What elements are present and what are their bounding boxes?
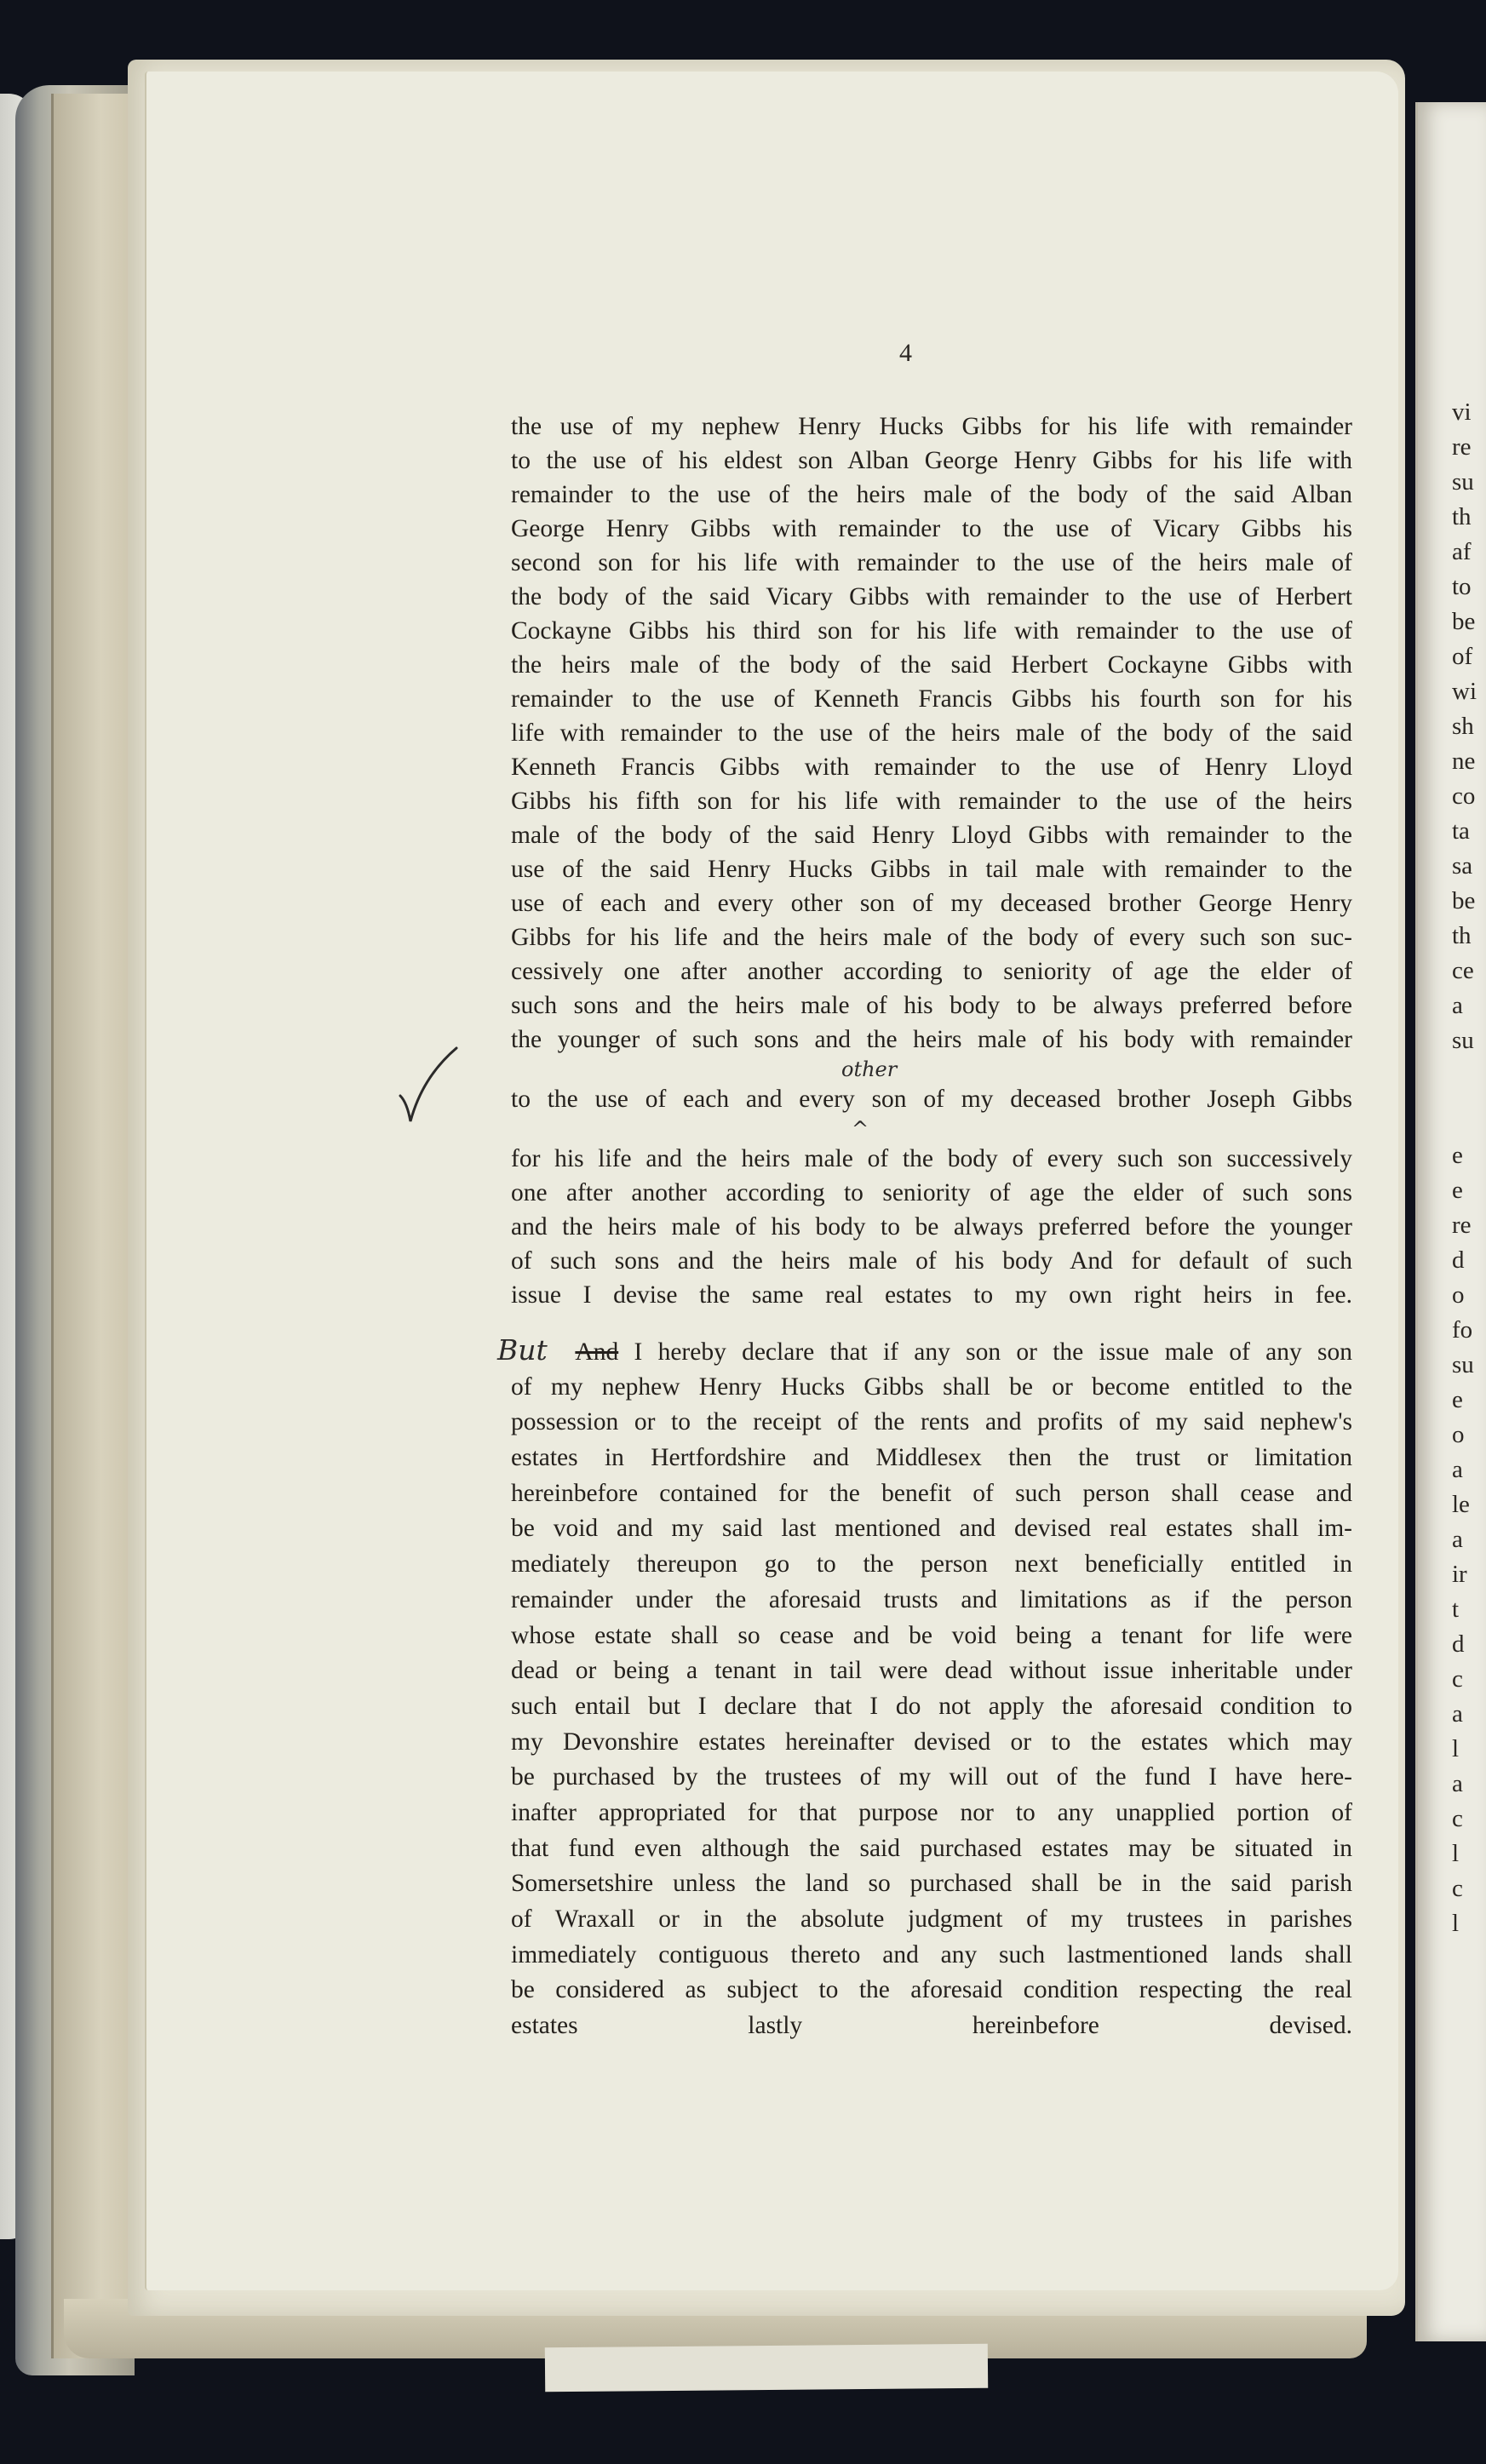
text-line: l [1452,1840,1460,1867]
text-line: possession or to the receipt of the rents and profits of my said nephew's [511,1408,1352,1436]
text-line: fo [1452,1316,1473,1344]
text-line: remainder under the aforesaid trusts and limitations as if the person [511,1585,1352,1613]
next-page-text-bottom [1452,1138,1474,1941]
text-line: o [1452,1281,1465,1309]
text-line: the younger of such sons and the heirs male of his body with remainder [511,1026,1352,1053]
text-line: the use of my nephew Henry Hucks Gibbs for his life with remainder [511,413,1352,440]
text-line: estates in Hertfordshire and Middlesex then the trust or limitation [511,1444,1352,1472]
text-line [497,1333,1353,1370]
text-line: be [1452,887,1476,914]
text-line: use of the said Henry Hucks Gibbs in tail male with remainder to the [511,856,1352,883]
text-line: Kenneth Francis Gibbs with remainder to the use of Henry Lloyd [511,754,1352,781]
text-line: co [1452,782,1476,810]
text-line: sa [1452,852,1473,880]
insertion-caret: ^ [852,1117,869,1141]
text-line: one after another according to seniority of age the elder of such sons [511,1179,1352,1206]
paragraph-2 [497,1333,1353,2044]
text-line: t [1452,1596,1460,1623]
text-line: be considered as subject to the aforesaid condition respecting the real [511,1976,1352,2004]
text-line: the heirs male of the body of the said Herbert Cockayne Gibbs with [511,651,1352,679]
text-line: c [1452,1805,1463,1832]
text-line: c [1452,1875,1463,1902]
text-line: a [1452,992,1463,1019]
text-line: re [1452,433,1472,461]
text-line: th [1452,922,1472,949]
text-line: male of the body of the said Henry Lloyd Gibbs with remainder to the [511,822,1352,849]
text-line: e [1452,1142,1463,1169]
text-line: life with remainder to the use of the heirs male of the body of the said [511,719,1352,747]
text-line: wi [1452,678,1477,705]
text-line: ta [1452,817,1470,845]
text-line: l [1452,1735,1460,1762]
text-line: immediately contiguous thereto and any such lastmentioned lands shall [511,1940,1352,1968]
text-line: re [1452,1212,1472,1239]
text-line: use of each and every other son of my deceased brother George Henry [511,890,1352,917]
text-line: to [1452,573,1472,600]
text-line: whose estate shall so cease and be void being a tenant for life were [511,1621,1352,1649]
text-line: mediately thereupon go to the person next beneficially entitled in [511,1550,1352,1579]
text-line: my Devonshire estates hereinafter devised or to the estates which may [511,1728,1352,1756]
text-line: l [1452,1910,1460,1937]
text-line: e [1452,1177,1463,1204]
text-line: Cockayne Gibbs his third son for his life with remainder to the use of [511,617,1352,645]
text-line: ne [1452,748,1476,775]
paragraph-1 [511,410,1352,1312]
text-line: vi [1452,398,1472,426]
text-line: sh [1452,713,1474,740]
page-number: 4 [899,339,912,367]
text-line: ir [1452,1561,1467,1588]
text-line: d [1452,1630,1465,1658]
text-line: of Wraxall or in the absolute judgment of my trustees in parishes [511,1905,1352,1933]
text-line: a [1452,1700,1463,1728]
checkmark-icon [397,1043,461,1128]
text-line: cessively one after another according to seniority of age the elder of [511,958,1352,985]
text-line: hereinbefore contained for the benefit of such person shall cease and [511,1479,1352,1507]
text-line: George Henry Gibbs with remainder to the use of Vicary Gibbs his [511,515,1352,542]
text-line: and the heirs male of his body to be always preferred before the younger [511,1213,1352,1241]
text-line: ce [1452,957,1474,984]
text-line: a [1452,1526,1463,1553]
text-line: o [1452,1421,1465,1448]
handwritten-but: But [497,1333,548,1367]
text-line: Gibbs his fifth son for his life with remainder to the use of the heirs [511,788,1352,815]
text-line: inafter appropriated for that purpose nor to any unapplied portion of [511,1798,1352,1826]
struck-word: And [575,1338,619,1366]
text-line: issue I devise the same real estates to my own right heirs in fee. [511,1281,1352,1309]
text-line: le [1452,1491,1470,1518]
text-line: the body of the said Vicary Gibbs with remainder to the use of Herbert [511,583,1352,610]
text-line: estates lastly hereinbefore devised. [511,2012,1352,2040]
text-line: such sons and the heirs male of his body to be always preferred before [511,992,1352,1019]
text-line: su [1452,1027,1474,1054]
text-line: th [1452,503,1472,530]
text-line: be void and my said last mentioned and devised real estates shall im- [511,1515,1352,1543]
text-line: second son for his life with remainder to the use of the heirs male of [511,549,1352,576]
text-line: for his life and the heirs male of the body of every such son successively [511,1145,1352,1172]
text-line: d [1452,1246,1465,1274]
text-line: dead or being a tenant in tail were dead without issue inheritable under [511,1657,1352,1685]
paper-slip [545,2344,988,2392]
text-line: a [1452,1770,1463,1797]
text-line: Somersetshire unless the land so purchased shall be in the said parish [511,1870,1352,1898]
text-line: to the use of each and every son of my deceased brother Joseph Gibbs [511,1086,1352,1113]
text-line: be [1452,608,1476,635]
text-line: of [1452,643,1473,670]
text-line: of my nephew Henry Hucks Gibbs shall be or become entitled to the [511,1372,1352,1401]
text-line: remainder to the use of Kenneth Francis Gibbs his fourth son for his [511,685,1352,713]
text-line: a [1452,1456,1463,1483]
next-page-text-top [1452,395,1477,1058]
text-line: su [1452,1351,1474,1378]
text-line: af [1452,538,1472,565]
text-line: be purchased by the trustees of my will out of the fund I have here- [511,1763,1352,1791]
text-line: remainder to the use of the heirs male of the body of the said Alban [511,481,1352,508]
text-line: Gibbs for his life and the heirs male of the body of every such son suc- [511,924,1352,951]
text-line: that fund even although the said purchased estates may be situated in [511,1834,1352,1862]
text-line: of such sons and the heirs male of his body And for default of such [511,1247,1352,1275]
text-line: e [1452,1386,1463,1413]
text-line: su [1452,468,1474,496]
handwritten-insert-other: other [841,1057,898,1081]
text-line: to the use of his eldest son Alban George Henry Gibbs for his life with [511,447,1352,474]
text-line: such entail but I declare that I do not apply the aforesaid condition to [511,1692,1352,1720]
text-line: c [1452,1665,1463,1693]
line-text: I hereby declare that if any son or the issue male of any son [634,1338,1353,1366]
